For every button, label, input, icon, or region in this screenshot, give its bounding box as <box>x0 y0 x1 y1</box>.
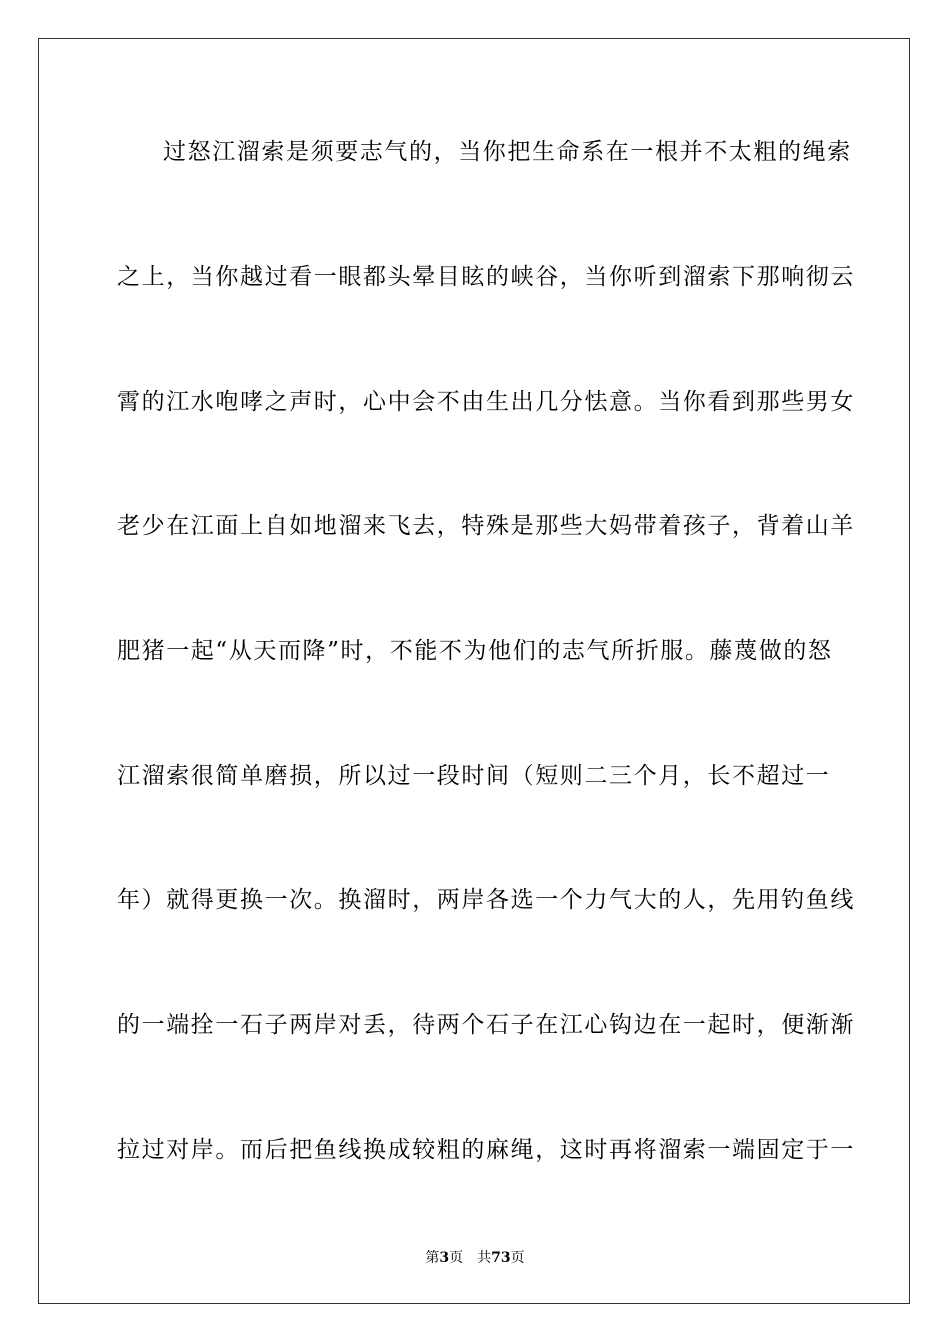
total-pages: 共73页 <box>477 1250 525 1266</box>
paragraph-line-4: 老少在江面上自如地溜来飞去，特殊是那些大妈带着孩子，背着山羊 <box>117 513 855 539</box>
paragraph-line-9: 拉过对岸。而后把鱼线换成较粗的麻绳，这时再将溜索一端固定于一 <box>117 1137 855 1163</box>
page-number: 第3页 <box>425 1250 464 1266</box>
paragraph-line-3: 霄的江水咆哮之声时，心中会不由生出几分怯意。当你看到那些男女 <box>117 389 855 415</box>
paragraph-line-5: 肥猪一起“从天而降”时，不能不为他们的志气所折服。藤蔑做的怒 <box>117 638 833 664</box>
paragraph-line-8: 的一端拴一石子两岸对丢，待两个石子在江心钩边在一起时，便渐渐 <box>117 1012 855 1038</box>
paragraph-line-7: 年）就得更换一次。换溜时，两岸各选一个力气大的人，先用钓鱼线 <box>117 887 855 913</box>
paragraph-line-2: 之上，当你越过看一眼都头晕目眩的峡谷，当你听到溜索下那响彻云 <box>117 264 855 290</box>
paragraph-line-6: 江溜索很简单磨损，所以过一段时间（短则二三个月，长不超过一 <box>117 763 831 789</box>
paragraph-line-1: 过怒江溜索是须要志气的，当你把生命系在一根并不太粗的绳索 <box>163 139 852 165</box>
page-footer <box>0 1249 950 1267</box>
page-border <box>38 38 910 1304</box>
